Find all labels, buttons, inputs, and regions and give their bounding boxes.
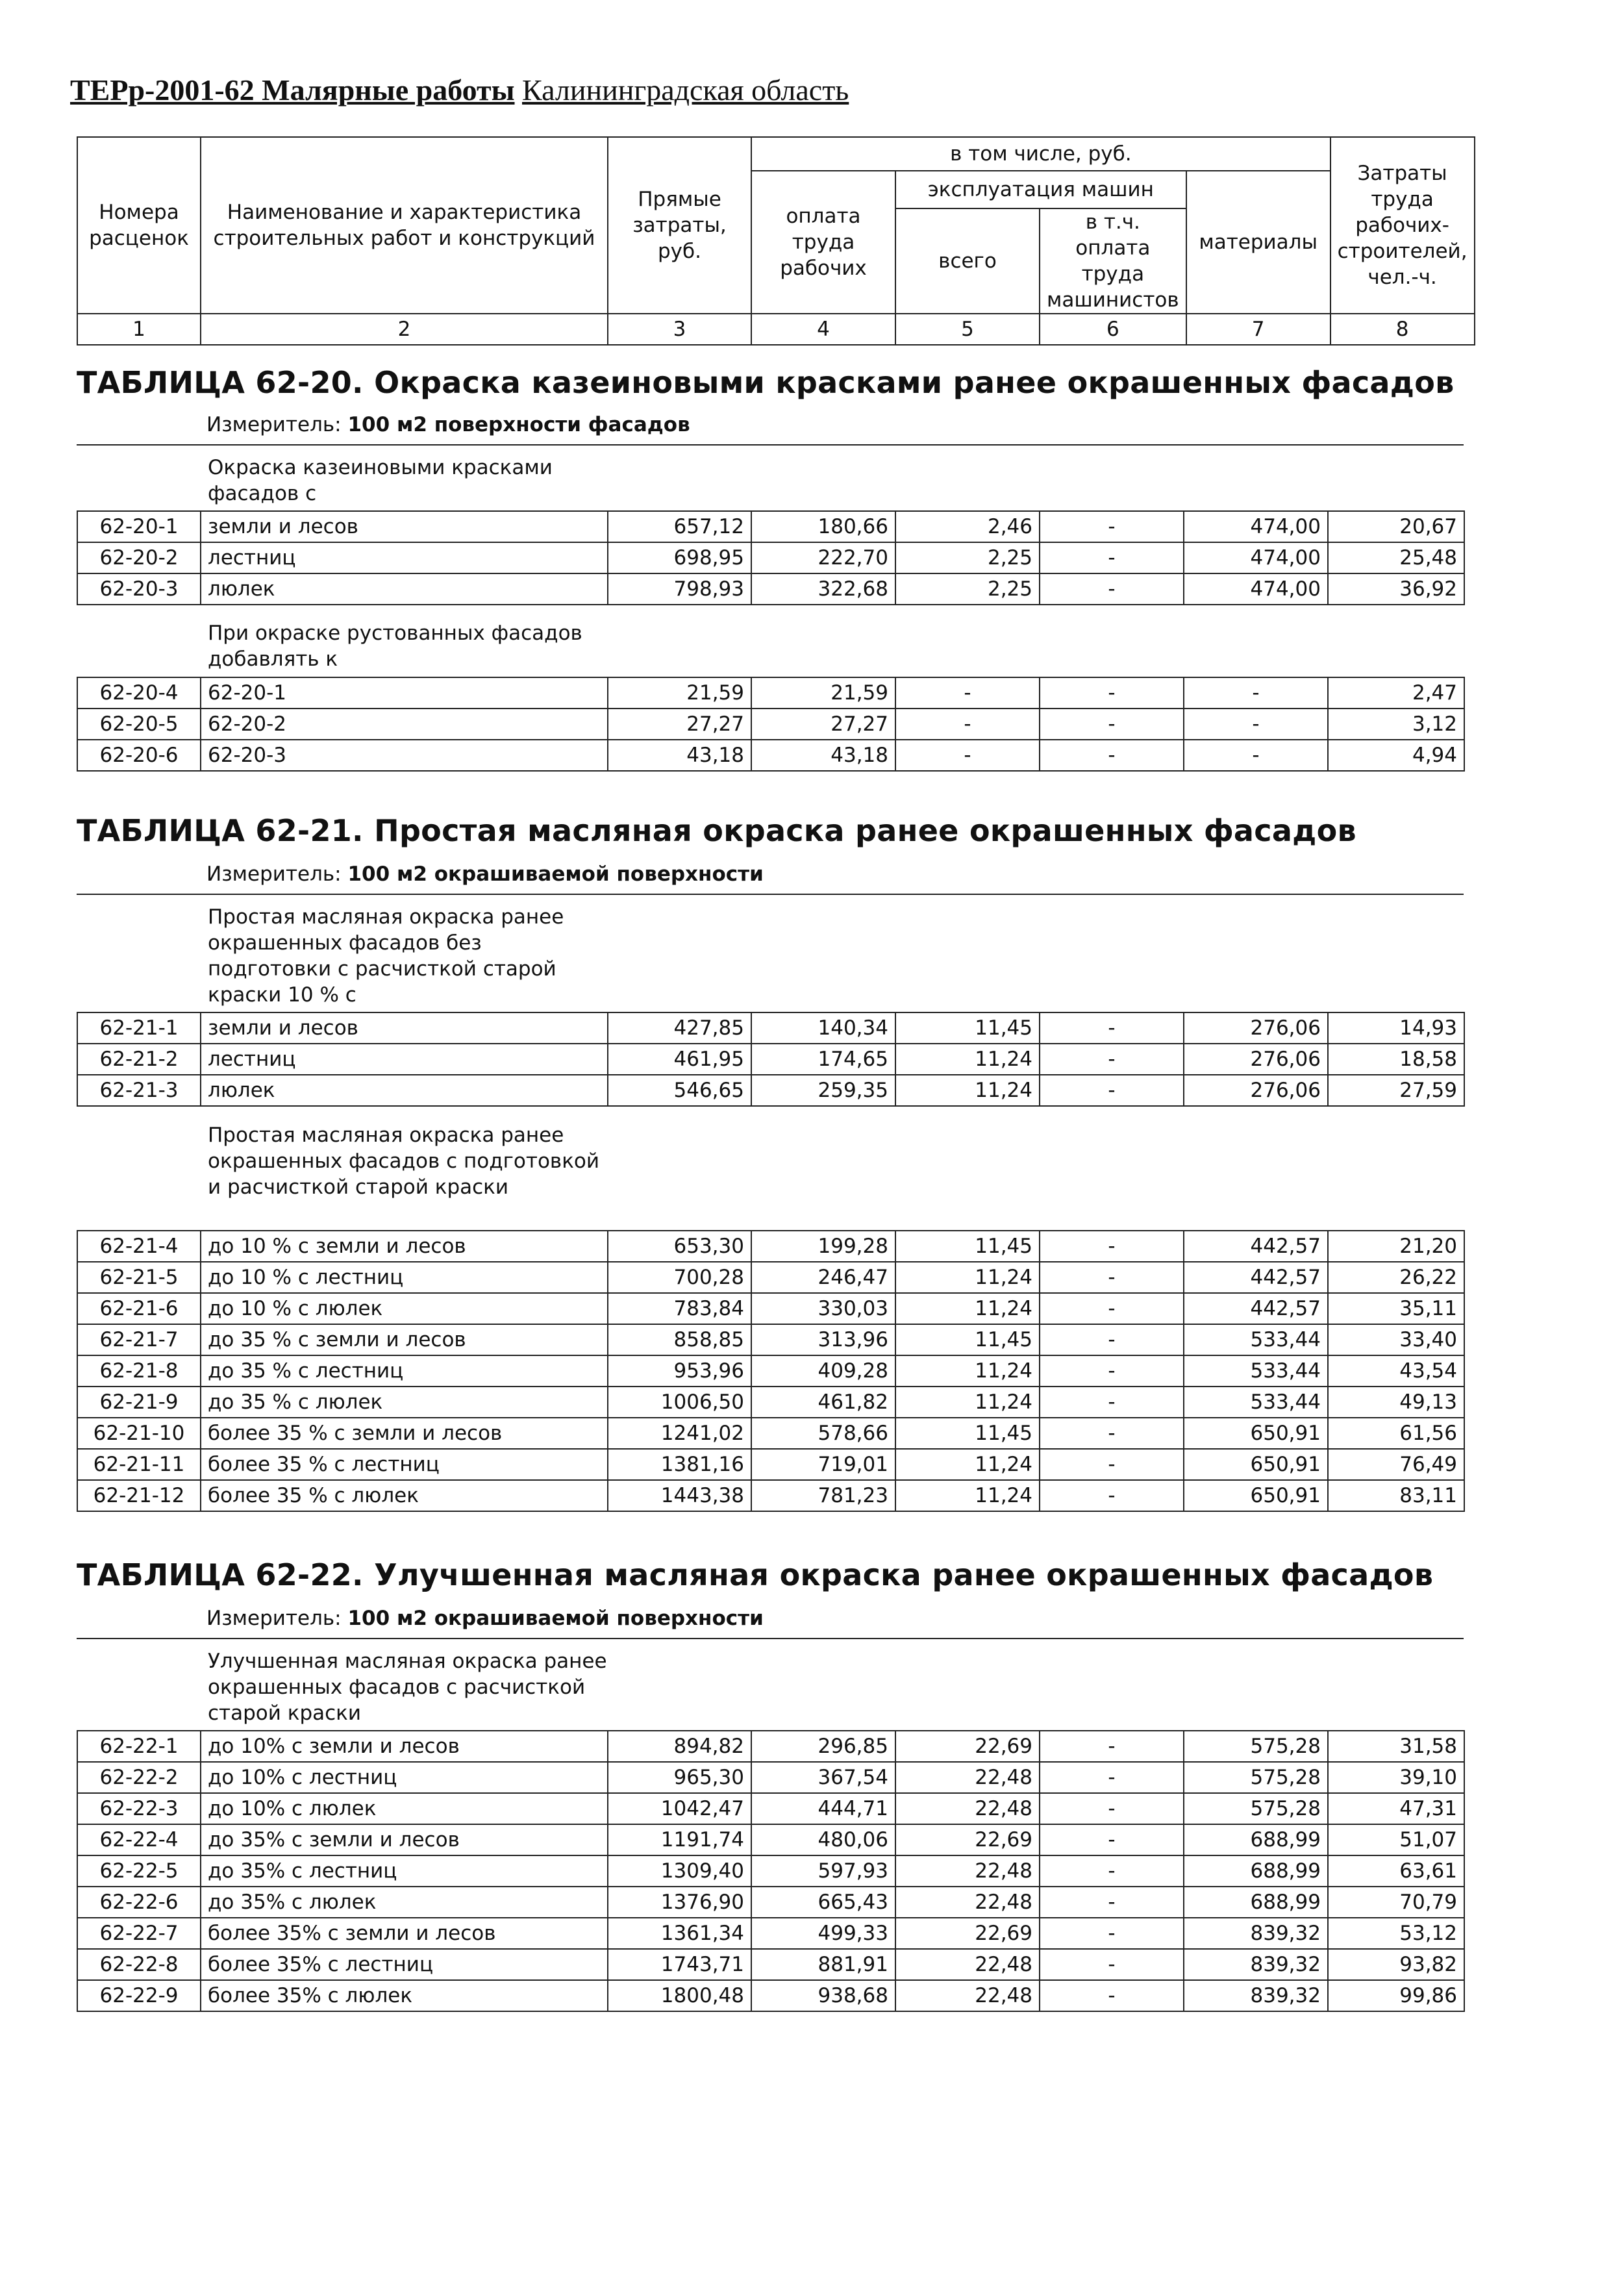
header-machines-total: всего bbox=[895, 208, 1040, 314]
measure-value: 100 м2 поверхности фасадов bbox=[347, 413, 690, 436]
header-number: 1 bbox=[77, 314, 201, 345]
cell-machine-labor: - bbox=[1040, 1044, 1184, 1075]
cell-materials: 839,32 bbox=[1184, 1949, 1328, 1980]
cell-machines: 11,45 bbox=[895, 1012, 1040, 1044]
divider bbox=[77, 894, 1464, 895]
table-row bbox=[77, 1449, 1464, 1480]
cell-hours: 49,13 bbox=[1328, 1387, 1464, 1418]
cell-name: до 10% с лестниц bbox=[201, 1762, 608, 1793]
cell-labor: 296,85 bbox=[751, 1731, 895, 1762]
cell-name: лестниц bbox=[201, 542, 608, 573]
cell-labor: 222,70 bbox=[751, 542, 895, 573]
cell-direct: 546,65 bbox=[608, 1075, 751, 1106]
cell-hours: 76,49 bbox=[1328, 1449, 1464, 1480]
table-row bbox=[77, 1949, 1464, 1980]
cell-materials: 442,57 bbox=[1184, 1262, 1328, 1293]
cell-machines: 11,24 bbox=[895, 1044, 1040, 1075]
cell-materials: 688,99 bbox=[1184, 1855, 1328, 1887]
cell-name: 62-20-1 bbox=[201, 677, 608, 709]
cell-direct: 965,30 bbox=[608, 1762, 751, 1793]
cell-code: 62-22-3 bbox=[77, 1793, 201, 1824]
measure-value: 100 м2 окрашиваемой поверхности bbox=[347, 1607, 764, 1630]
cell-machine-labor: - bbox=[1040, 1355, 1184, 1387]
cell-code: 62-21-5 bbox=[77, 1262, 201, 1293]
cell-hours: 39,10 bbox=[1328, 1762, 1464, 1793]
cell-machines: 11,24 bbox=[895, 1355, 1040, 1387]
table-row bbox=[77, 1918, 1464, 1949]
cell-name: 62-20-3 bbox=[201, 740, 608, 771]
cell-direct: 427,85 bbox=[608, 1012, 751, 1044]
cell-materials: - bbox=[1184, 677, 1328, 709]
header-number: 7 bbox=[1186, 314, 1330, 345]
cell-machine-labor: - bbox=[1040, 1231, 1184, 1262]
cell-code: 62-22-7 bbox=[77, 1918, 201, 1949]
cell-name: лестниц bbox=[201, 1044, 608, 1075]
cell-code: 62-21-2 bbox=[77, 1044, 201, 1075]
cell-code: 62-21-7 bbox=[77, 1324, 201, 1355]
cell-direct: 21,59 bbox=[608, 677, 751, 709]
cell-labor: 140,34 bbox=[751, 1012, 895, 1044]
cell-hours: 27,59 bbox=[1328, 1075, 1464, 1106]
cell-code: 62-21-8 bbox=[77, 1355, 201, 1387]
cell-code: 62-20-1 bbox=[77, 511, 201, 542]
table-row bbox=[77, 1262, 1464, 1293]
cell-hours: 33,40 bbox=[1328, 1324, 1464, 1355]
cell-direct: 798,93 bbox=[608, 573, 751, 605]
cell-machines: 11,24 bbox=[895, 1449, 1040, 1480]
cell-direct: 1241,02 bbox=[608, 1418, 751, 1449]
cell-code: 62-22-1 bbox=[77, 1731, 201, 1762]
cell-materials: 839,32 bbox=[1184, 1980, 1328, 2011]
cell-labor: 322,68 bbox=[751, 573, 895, 605]
cell-labor: 246,47 bbox=[751, 1262, 895, 1293]
price-table bbox=[77, 1230, 1465, 1512]
cell-labor: 444,71 bbox=[751, 1793, 895, 1824]
table-row bbox=[77, 677, 1464, 709]
cell-hours: 21,20 bbox=[1328, 1231, 1464, 1262]
cell-materials: 688,99 bbox=[1184, 1887, 1328, 1918]
cell-machines: 22,48 bbox=[895, 1855, 1040, 1887]
header-including: в том числе, руб. bbox=[751, 137, 1330, 171]
table-row bbox=[77, 1980, 1464, 2011]
cell-materials: - bbox=[1184, 740, 1328, 771]
cell-code: 62-22-8 bbox=[77, 1949, 201, 1980]
cell-code: 62-21-11 bbox=[77, 1449, 201, 1480]
cell-direct: 1443,38 bbox=[608, 1480, 751, 1511]
section-title: ТАБЛИЦА 62-22. Улучшенная масляная окраска ранее окрашенных фасадов bbox=[77, 1557, 1434, 1592]
cell-hours: 43,54 bbox=[1328, 1355, 1464, 1387]
cell-machine-labor: - bbox=[1040, 1918, 1184, 1949]
cell-direct: 1006,50 bbox=[608, 1387, 751, 1418]
cell-labor: 665,43 bbox=[751, 1887, 895, 1918]
cell-machine-labor: - bbox=[1040, 1762, 1184, 1793]
cell-name: люлек bbox=[201, 573, 608, 605]
cell-hours: 93,82 bbox=[1328, 1949, 1464, 1980]
table-row bbox=[77, 740, 1464, 771]
cell-direct: 43,18 bbox=[608, 740, 751, 771]
cell-name: до 35% с земли и лесов bbox=[201, 1824, 608, 1855]
cell-machine-labor: - bbox=[1040, 1887, 1184, 1918]
cell-direct: 1381,16 bbox=[608, 1449, 751, 1480]
price-table bbox=[77, 1012, 1465, 1107]
cell-labor: 461,82 bbox=[751, 1387, 895, 1418]
cell-name: более 35 % с люлек bbox=[201, 1480, 608, 1511]
cell-labor: 881,91 bbox=[751, 1949, 895, 1980]
header-code: Номера расценок bbox=[77, 137, 201, 314]
table-row bbox=[77, 1293, 1464, 1324]
cell-name: более 35% с люлек bbox=[201, 1980, 608, 2011]
cell-machine-labor: - bbox=[1040, 1075, 1184, 1106]
cell-machines: 11,24 bbox=[895, 1075, 1040, 1106]
cell-materials: 442,57 bbox=[1184, 1293, 1328, 1324]
cell-code: 62-21-10 bbox=[77, 1418, 201, 1449]
cell-code: 62-21-6 bbox=[77, 1293, 201, 1324]
cell-direct: 698,95 bbox=[608, 542, 751, 573]
cell-name: до 10 % с люлек bbox=[201, 1293, 608, 1324]
cell-materials: 688,99 bbox=[1184, 1824, 1328, 1855]
cell-machines: 22,48 bbox=[895, 1949, 1040, 1980]
cell-labor: 938,68 bbox=[751, 1980, 895, 2011]
cell-direct: 1309,40 bbox=[608, 1855, 751, 1887]
cell-labor: 21,59 bbox=[751, 677, 895, 709]
document-region: Калининградская область bbox=[522, 73, 849, 107]
cell-machine-labor: - bbox=[1040, 542, 1184, 573]
table-row bbox=[77, 1355, 1464, 1387]
cell-direct: 653,30 bbox=[608, 1231, 751, 1262]
cell-machines: 11,24 bbox=[895, 1387, 1040, 1418]
cell-materials: 650,91 bbox=[1184, 1418, 1328, 1449]
header-number: 6 bbox=[1040, 314, 1186, 345]
cell-labor: 409,28 bbox=[751, 1355, 895, 1387]
document-code: ТЕРр-2001-62 Малярные работы bbox=[70, 73, 515, 107]
cell-hours: 14,93 bbox=[1328, 1012, 1464, 1044]
cell-direct: 894,82 bbox=[608, 1731, 751, 1762]
table-row bbox=[77, 1044, 1464, 1075]
header-number: 5 bbox=[895, 314, 1040, 345]
cell-materials: 575,28 bbox=[1184, 1762, 1328, 1793]
table-row bbox=[77, 1855, 1464, 1887]
cell-direct: 700,28 bbox=[608, 1262, 751, 1293]
table-row bbox=[77, 1075, 1464, 1106]
measure-value: 100 м2 окрашиваемой поверхности bbox=[347, 862, 764, 886]
cell-materials: 533,44 bbox=[1184, 1324, 1328, 1355]
cell-direct: 1042,47 bbox=[608, 1793, 751, 1824]
cell-name: до 35% с лестниц bbox=[201, 1855, 608, 1887]
cell-code: 62-21-9 bbox=[77, 1387, 201, 1418]
table-row bbox=[77, 511, 1464, 542]
measure-line bbox=[206, 413, 690, 436]
cell-machine-labor: - bbox=[1040, 573, 1184, 605]
cell-code: 62-20-2 bbox=[77, 542, 201, 573]
cell-hours: 51,07 bbox=[1328, 1824, 1464, 1855]
cell-hours: 83,11 bbox=[1328, 1480, 1464, 1511]
cell-labor: 27,27 bbox=[751, 709, 895, 740]
cell-materials: 575,28 bbox=[1184, 1793, 1328, 1824]
cell-machine-labor: - bbox=[1040, 1418, 1184, 1449]
header-materials: материалы bbox=[1186, 171, 1330, 314]
cell-machines: 2,25 bbox=[895, 573, 1040, 605]
divider bbox=[77, 1638, 1464, 1639]
section-title: ТАБЛИЦА 62-20. Окраска казеиновыми красками ранее окрашенных фасадов bbox=[77, 365, 1455, 400]
price-table bbox=[77, 510, 1465, 605]
cell-machines: 22,69 bbox=[895, 1918, 1040, 1949]
cell-machine-labor: - bbox=[1040, 1324, 1184, 1355]
cell-machines: 11,45 bbox=[895, 1418, 1040, 1449]
section-title: ТАБЛИЦА 62-21. Простая масляная окраска ранее окрашенных фасадов bbox=[77, 813, 1356, 848]
price-table bbox=[77, 1730, 1465, 2012]
cell-materials: 650,91 bbox=[1184, 1480, 1328, 1511]
frame-line bbox=[77, 323, 78, 325]
table-row bbox=[77, 1418, 1464, 1449]
cell-machine-labor: - bbox=[1040, 1855, 1184, 1887]
cell-machine-labor: - bbox=[1040, 1262, 1184, 1293]
cell-name: земли и лесов bbox=[201, 1012, 608, 1044]
cell-machine-labor: - bbox=[1040, 1824, 1184, 1855]
cell-hours: 47,31 bbox=[1328, 1793, 1464, 1824]
cell-name: до 35% с люлек bbox=[201, 1887, 608, 1918]
cell-name: до 35 % с земли и лесов bbox=[201, 1324, 608, 1355]
cell-machine-labor: - bbox=[1040, 709, 1184, 740]
cell-hours: 20,67 bbox=[1328, 511, 1464, 542]
cell-direct: 1191,74 bbox=[608, 1824, 751, 1855]
table-row bbox=[77, 1887, 1464, 1918]
cell-materials: - bbox=[1184, 709, 1328, 740]
cell-labor: 597,93 bbox=[751, 1855, 895, 1887]
cell-direct: 1361,34 bbox=[608, 1918, 751, 1949]
cell-code: 62-21-3 bbox=[77, 1075, 201, 1106]
header-number: 3 bbox=[608, 314, 751, 345]
table-row bbox=[77, 1231, 1464, 1262]
cell-hours: 2,47 bbox=[1328, 677, 1464, 709]
cell-hours: 4,94 bbox=[1328, 740, 1464, 771]
header-number: 8 bbox=[1330, 314, 1475, 345]
cell-direct: 953,96 bbox=[608, 1355, 751, 1387]
cell-labor: 330,03 bbox=[751, 1293, 895, 1324]
cell-machines: 11,45 bbox=[895, 1231, 1040, 1262]
header-number: 2 bbox=[201, 314, 608, 345]
cell-machine-labor: - bbox=[1040, 1293, 1184, 1324]
cell-code: 62-22-4 bbox=[77, 1824, 201, 1855]
header-hours: Затраты труда рабочих-строителей, чел.-ч. bbox=[1330, 137, 1475, 314]
cell-code: 62-20-3 bbox=[77, 573, 201, 605]
cell-machine-labor: - bbox=[1040, 1480, 1184, 1511]
measure-line bbox=[206, 862, 764, 886]
cell-hours: 35,11 bbox=[1328, 1293, 1464, 1324]
cell-machines: 22,48 bbox=[895, 1762, 1040, 1793]
cell-labor: 480,06 bbox=[751, 1824, 895, 1855]
measure-label: Измеритель: bbox=[206, 1607, 342, 1630]
cell-name: более 35% с земли и лесов bbox=[201, 1918, 608, 1949]
cell-direct: 858,85 bbox=[608, 1324, 751, 1355]
cell-machine-labor: - bbox=[1040, 1793, 1184, 1824]
cell-machine-labor: - bbox=[1040, 1731, 1184, 1762]
cell-materials: 276,06 bbox=[1184, 1012, 1328, 1044]
cell-machines: 11,45 bbox=[895, 1324, 1040, 1355]
cell-machine-labor: - bbox=[1040, 1449, 1184, 1480]
cell-machines: 11,24 bbox=[895, 1480, 1040, 1511]
cell-name: более 35 % с земли и лесов bbox=[201, 1418, 608, 1449]
cell-direct: 461,95 bbox=[608, 1044, 751, 1075]
cell-code: 62-21-4 bbox=[77, 1231, 201, 1262]
table-row bbox=[77, 1793, 1464, 1824]
cell-name: до 10% с земли и лесов bbox=[201, 1731, 608, 1762]
group-heading: При окраске рустованных фасадов добавлять к bbox=[208, 622, 582, 671]
table-row bbox=[77, 1480, 1464, 1511]
table-row bbox=[77, 709, 1464, 740]
table-row bbox=[77, 1324, 1464, 1355]
cell-labor: 174,65 bbox=[751, 1044, 895, 1075]
cell-machines: - bbox=[895, 677, 1040, 709]
measure-label: Измеритель: bbox=[206, 862, 342, 886]
group-heading: Простая масляная окраска ранее окрашенных фасадов без подготовки с расчисткой старой краски 10 % с bbox=[208, 905, 564, 1007]
cell-machines: 22,48 bbox=[895, 1887, 1040, 1918]
group-heading: Окраска казеиновыми красками фасадов с bbox=[208, 456, 553, 505]
cell-name: до 35 % с люлек bbox=[201, 1387, 608, 1418]
cell-direct: 1743,71 bbox=[608, 1949, 751, 1980]
cell-direct: 1800,48 bbox=[608, 1980, 751, 2011]
cell-code: 62-22-6 bbox=[77, 1887, 201, 1918]
cell-machines: 11,24 bbox=[895, 1293, 1040, 1324]
cell-materials: 474,00 bbox=[1184, 511, 1328, 542]
cell-code: 62-22-5 bbox=[77, 1855, 201, 1887]
cell-hours: 3,12 bbox=[1328, 709, 1464, 740]
cell-direct: 657,12 bbox=[608, 511, 751, 542]
cell-code: 62-20-5 bbox=[77, 709, 201, 740]
cell-name: земли и лесов bbox=[201, 511, 608, 542]
cell-labor: 199,28 bbox=[751, 1231, 895, 1262]
table-row bbox=[77, 1731, 1464, 1762]
header-name: Наименование и характеристика строительных работ и конструкций bbox=[201, 137, 608, 314]
cell-labor: 367,54 bbox=[751, 1762, 895, 1793]
header-number: 4 bbox=[751, 314, 895, 345]
cell-machines: 22,48 bbox=[895, 1793, 1040, 1824]
cell-materials: 575,28 bbox=[1184, 1731, 1328, 1762]
measure-label: Измеритель: bbox=[206, 413, 342, 436]
cell-name: до 10% с люлек bbox=[201, 1793, 608, 1824]
cell-name: до 10 % с земли и лесов bbox=[201, 1231, 608, 1262]
cell-materials: 533,44 bbox=[1184, 1355, 1328, 1387]
cell-machines: 11,24 bbox=[895, 1262, 1040, 1293]
cell-machines: 22,48 bbox=[895, 1980, 1040, 2011]
group-heading: Простая масляная окраска ранее окрашенных фасадов с подготовкой и расчисткой старой краски bbox=[208, 1124, 600, 1199]
header-machines-labor: в т.ч. оплата труда машинистов bbox=[1040, 208, 1186, 314]
cell-materials: 474,00 bbox=[1184, 542, 1328, 573]
cell-hours: 31,58 bbox=[1328, 1731, 1464, 1762]
cell-machines: 22,69 bbox=[895, 1824, 1040, 1855]
cell-labor: 180,66 bbox=[751, 511, 895, 542]
cell-machine-labor: - bbox=[1040, 740, 1184, 771]
cell-machine-labor: - bbox=[1040, 511, 1184, 542]
cell-code: 62-21-1 bbox=[77, 1012, 201, 1044]
table-row bbox=[77, 1824, 1464, 1855]
cell-labor: 781,23 bbox=[751, 1480, 895, 1511]
divider bbox=[77, 444, 1464, 446]
group-heading: Улучшенная масляная окраска ранее окрашенных фасадов с расчисткой старой краски bbox=[208, 1650, 607, 1725]
cell-labor: 578,66 bbox=[751, 1418, 895, 1449]
cell-name: до 10 % с лестниц bbox=[201, 1262, 608, 1293]
cell-name: люлек bbox=[201, 1075, 608, 1106]
cell-machine-labor: - bbox=[1040, 1012, 1184, 1044]
cell-name: более 35 % с лестниц bbox=[201, 1449, 608, 1480]
cell-labor: 43,18 bbox=[751, 740, 895, 771]
cell-materials: 839,32 bbox=[1184, 1918, 1328, 1949]
cell-name: до 35 % с лестниц bbox=[201, 1355, 608, 1387]
cell-machines: - bbox=[895, 709, 1040, 740]
cell-hours: 36,92 bbox=[1328, 573, 1464, 605]
cell-hours: 18,58 bbox=[1328, 1044, 1464, 1075]
cell-labor: 259,35 bbox=[751, 1075, 895, 1106]
cell-materials: 276,06 bbox=[1184, 1044, 1328, 1075]
column-header-table bbox=[77, 136, 1475, 345]
price-table bbox=[77, 677, 1465, 772]
cell-code: 62-22-2 bbox=[77, 1762, 201, 1793]
cell-machine-labor: - bbox=[1040, 1387, 1184, 1418]
cell-labor: 313,96 bbox=[751, 1324, 895, 1355]
cell-materials: 276,06 bbox=[1184, 1075, 1328, 1106]
cell-hours: 61,56 bbox=[1328, 1418, 1464, 1449]
table-row bbox=[77, 573, 1464, 605]
table-row bbox=[77, 1387, 1464, 1418]
cell-hours: 99,86 bbox=[1328, 1980, 1464, 2011]
cell-name: 62-20-2 bbox=[201, 709, 608, 740]
header-direct: Прямые затраты, руб. bbox=[608, 137, 751, 314]
header-machines: эксплуатация машин bbox=[895, 171, 1186, 208]
cell-direct: 1376,90 bbox=[608, 1887, 751, 1918]
cell-code: 62-21-12 bbox=[77, 1480, 201, 1511]
header-labor: оплата труда рабочих bbox=[751, 171, 895, 314]
cell-materials: 650,91 bbox=[1184, 1449, 1328, 1480]
cell-labor: 719,01 bbox=[751, 1449, 895, 1480]
cell-machines: - bbox=[895, 740, 1040, 771]
cell-hours: 25,48 bbox=[1328, 542, 1464, 573]
cell-machine-labor: - bbox=[1040, 1949, 1184, 1980]
cell-labor: 499,33 bbox=[751, 1918, 895, 1949]
cell-machine-labor: - bbox=[1040, 1980, 1184, 2011]
cell-name: более 35% с лестниц bbox=[201, 1949, 608, 1980]
cell-materials: 442,57 bbox=[1184, 1231, 1328, 1262]
cell-materials: 533,44 bbox=[1184, 1387, 1328, 1418]
cell-direct: 27,27 bbox=[608, 709, 751, 740]
cell-code: 62-20-4 bbox=[77, 677, 201, 709]
cell-machines: 2,46 bbox=[895, 511, 1040, 542]
measure-line bbox=[206, 1607, 764, 1630]
cell-hours: 53,12 bbox=[1328, 1918, 1464, 1949]
table-row bbox=[77, 1012, 1464, 1044]
document-title bbox=[70, 73, 849, 107]
cell-code: 62-20-6 bbox=[77, 740, 201, 771]
cell-code: 62-22-9 bbox=[77, 1980, 201, 2011]
table-row bbox=[77, 542, 1464, 573]
cell-hours: 26,22 bbox=[1328, 1262, 1464, 1293]
cell-machines: 22,69 bbox=[895, 1731, 1040, 1762]
cell-direct: 783,84 bbox=[608, 1293, 751, 1324]
table-row bbox=[77, 1762, 1464, 1793]
cell-hours: 70,79 bbox=[1328, 1887, 1464, 1918]
cell-machines: 2,25 bbox=[895, 542, 1040, 573]
cell-machine-labor: - bbox=[1040, 677, 1184, 709]
cell-materials: 474,00 bbox=[1184, 573, 1328, 605]
cell-hours: 63,61 bbox=[1328, 1855, 1464, 1887]
